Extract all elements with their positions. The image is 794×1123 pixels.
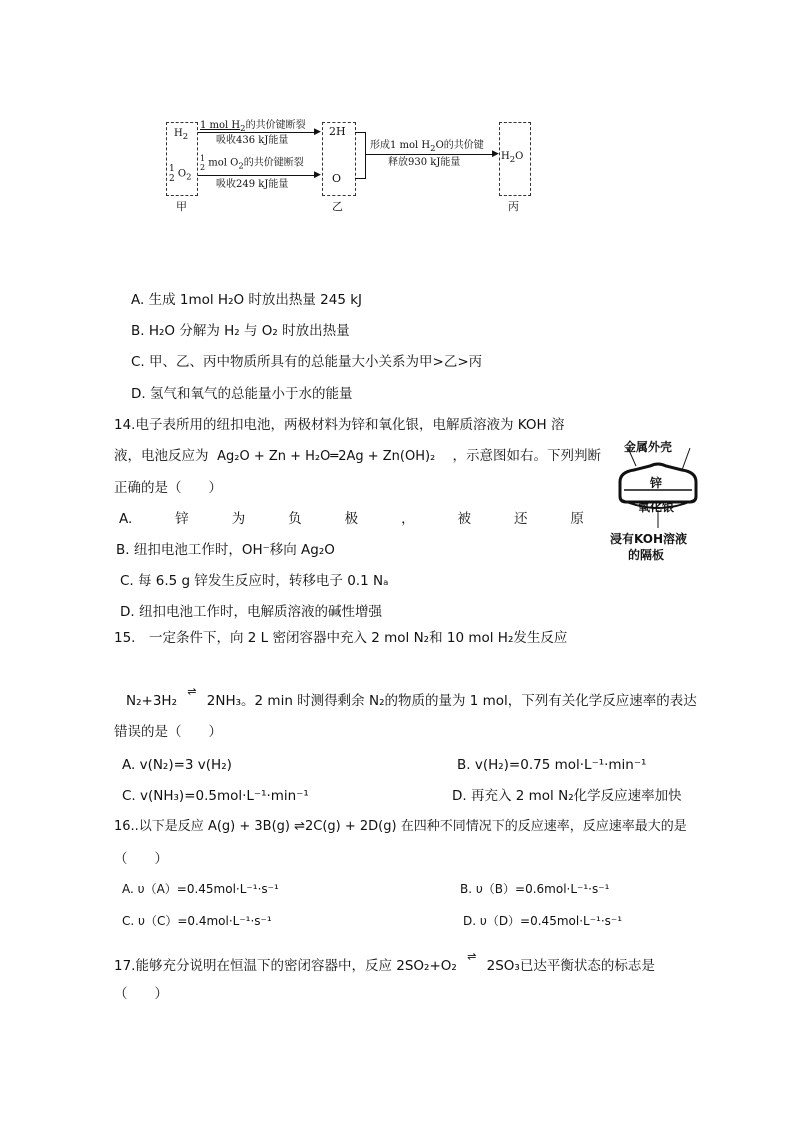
q16-line2: （ ） — [114, 851, 168, 867]
h2-label: $H_2$ — [174, 128, 189, 142]
arrow1-head: ▶ — [314, 127, 321, 137]
arrow1-top-text: 1 mol $H_2$的共价键断裂 — [200, 120, 306, 134]
fig-label-separator-2: 的隔板 — [628, 548, 665, 562]
q13-option-a: A. 生成 1mol H₂O 时放出热量 245 kJ — [131, 292, 363, 308]
arrow1-line — [198, 132, 318, 133]
arrow2-line — [198, 175, 318, 176]
h2o-label: $H_2O$ — [501, 151, 524, 165]
q15-option-b: B. v(H₂)=0.75 mol·L⁻¹·min⁻¹ — [457, 757, 647, 773]
q17-line1: 17.能够充分说明在恒温下的密闭容器中，反应 2SO₂+O₂ ⇌ 2SO₃已达平衡状态的标志是 — [114, 950, 655, 974]
q14-line2: 液，电池反应为 Ag₂O + Zn + H₂O═2Ag + Zn(OH)₂ ，示意图如右。下列判断 — [114, 448, 601, 464]
q15-option-d: D. 再充入 2 mol N₂化学反应速率加快 — [452, 788, 682, 804]
half-o2-label: 1 2 $O_2$ — [169, 164, 192, 184]
q14-line1: 14.电子表所用的纽扣电池，两极材料为锌和氧化银，电解质溶液为 KOH 溶 — [114, 417, 565, 433]
arrow2-bottom-text: 吸收249 kJ能量 — [216, 179, 289, 190]
q15-option-c: C. v(NH₃)=0.5mol·L⁻¹·min⁻¹ — [122, 788, 309, 804]
mid-o-label: O — [332, 172, 342, 185]
mid-2h-label: 2H — [329, 125, 346, 138]
fig-label-shell: 金属外壳 — [624, 440, 673, 454]
label-jia: 甲 — [176, 200, 187, 213]
arrow3-bottom-text: 释放930 kJ能量 — [388, 157, 461, 168]
q16-line1: 16..以下是反应 A(g) + 3B(g) ⇌2C(g) + 2D(g) 在四种不同情况下的反应速率，反应速率最大的是 — [114, 819, 687, 834]
arrow3-head: ▶ — [492, 149, 499, 159]
fig-label-zinc: 锌 — [650, 476, 663, 490]
q16-option-d: D. υ（D）=0.45mol·L⁻¹·s⁻¹ — [463, 914, 623, 928]
arrow2-head: ▶ — [314, 170, 321, 180]
arrow3-top-text: 形成1 mol $H_2O$的共价键 — [370, 140, 484, 154]
q15-line3: 错误的是（ ） — [114, 724, 222, 740]
q14-option-b: B. 纽扣电池工作时，OH⁻移向 Ag₂O — [116, 542, 335, 558]
q15-equation-line: N₂+3H₂ ⇌ 2NH₃。2 min 时测得剩余 N₂的物质的量为 1 mol，下列有关化学反应速率的表达 — [126, 685, 697, 709]
q17-line2: （ ） — [114, 986, 168, 1002]
bracket — [355, 132, 366, 179]
fig-label-ag2o: 氧化银 — [638, 500, 675, 514]
button-battery-figure — [606, 432, 706, 567]
q16-option-b: B. υ（B）=0.6mol·L⁻¹·s⁻¹ — [460, 882, 610, 896]
arrow1-bottom-text: 吸收436 kJ能量 — [216, 135, 289, 146]
q15-option-a: A. v(N₂)=3 v(H₂) — [122, 757, 232, 773]
q13-option-d: D. 氢气和氧气的总能量小于水的能量 — [131, 386, 353, 402]
energy-diagram — [160, 118, 540, 218]
q14-option-a: A. 锌 为 负 极 ， 被 还 原 — [119, 511, 584, 527]
q16-option-a: A. υ（A）=0.45mol·L⁻¹·s⁻¹ — [122, 882, 279, 896]
q15-line1: 15. 一定条件下，向 2 L 密闭容器中充入 2 mol N₂和 10 mol H₂发生反应 — [114, 630, 568, 646]
label-bing: 丙 — [508, 200, 519, 213]
arrow3-line — [365, 154, 495, 155]
q14-option-c: C. 每 6.5 g 锌发生反应时，转移电子 0.1 Nₐ — [120, 573, 389, 589]
q16-option-c: C. υ（C）=0.4mol·L⁻¹·s⁻¹ — [122, 914, 272, 928]
arrow2-top-text: 1 2 mol $O_2$的共价键断裂 — [200, 154, 304, 172]
q13-option-c: C. 甲、乙、丙中物质所具有的总能量大小关系为甲>乙>丙 — [131, 354, 483, 370]
q14-option-d: D. 纽扣电池工作时，电解质溶液的碱性增强 — [120, 604, 382, 620]
q14-line3: 正确的是（ ） — [114, 480, 222, 496]
q13-option-b: B. H₂O 分解为 H₂ 与 O₂ 时放出热量 — [131, 323, 350, 339]
fig-label-separator-1: 浸有KOH溶液 — [610, 532, 688, 546]
label-yi: 乙 — [332, 200, 343, 213]
